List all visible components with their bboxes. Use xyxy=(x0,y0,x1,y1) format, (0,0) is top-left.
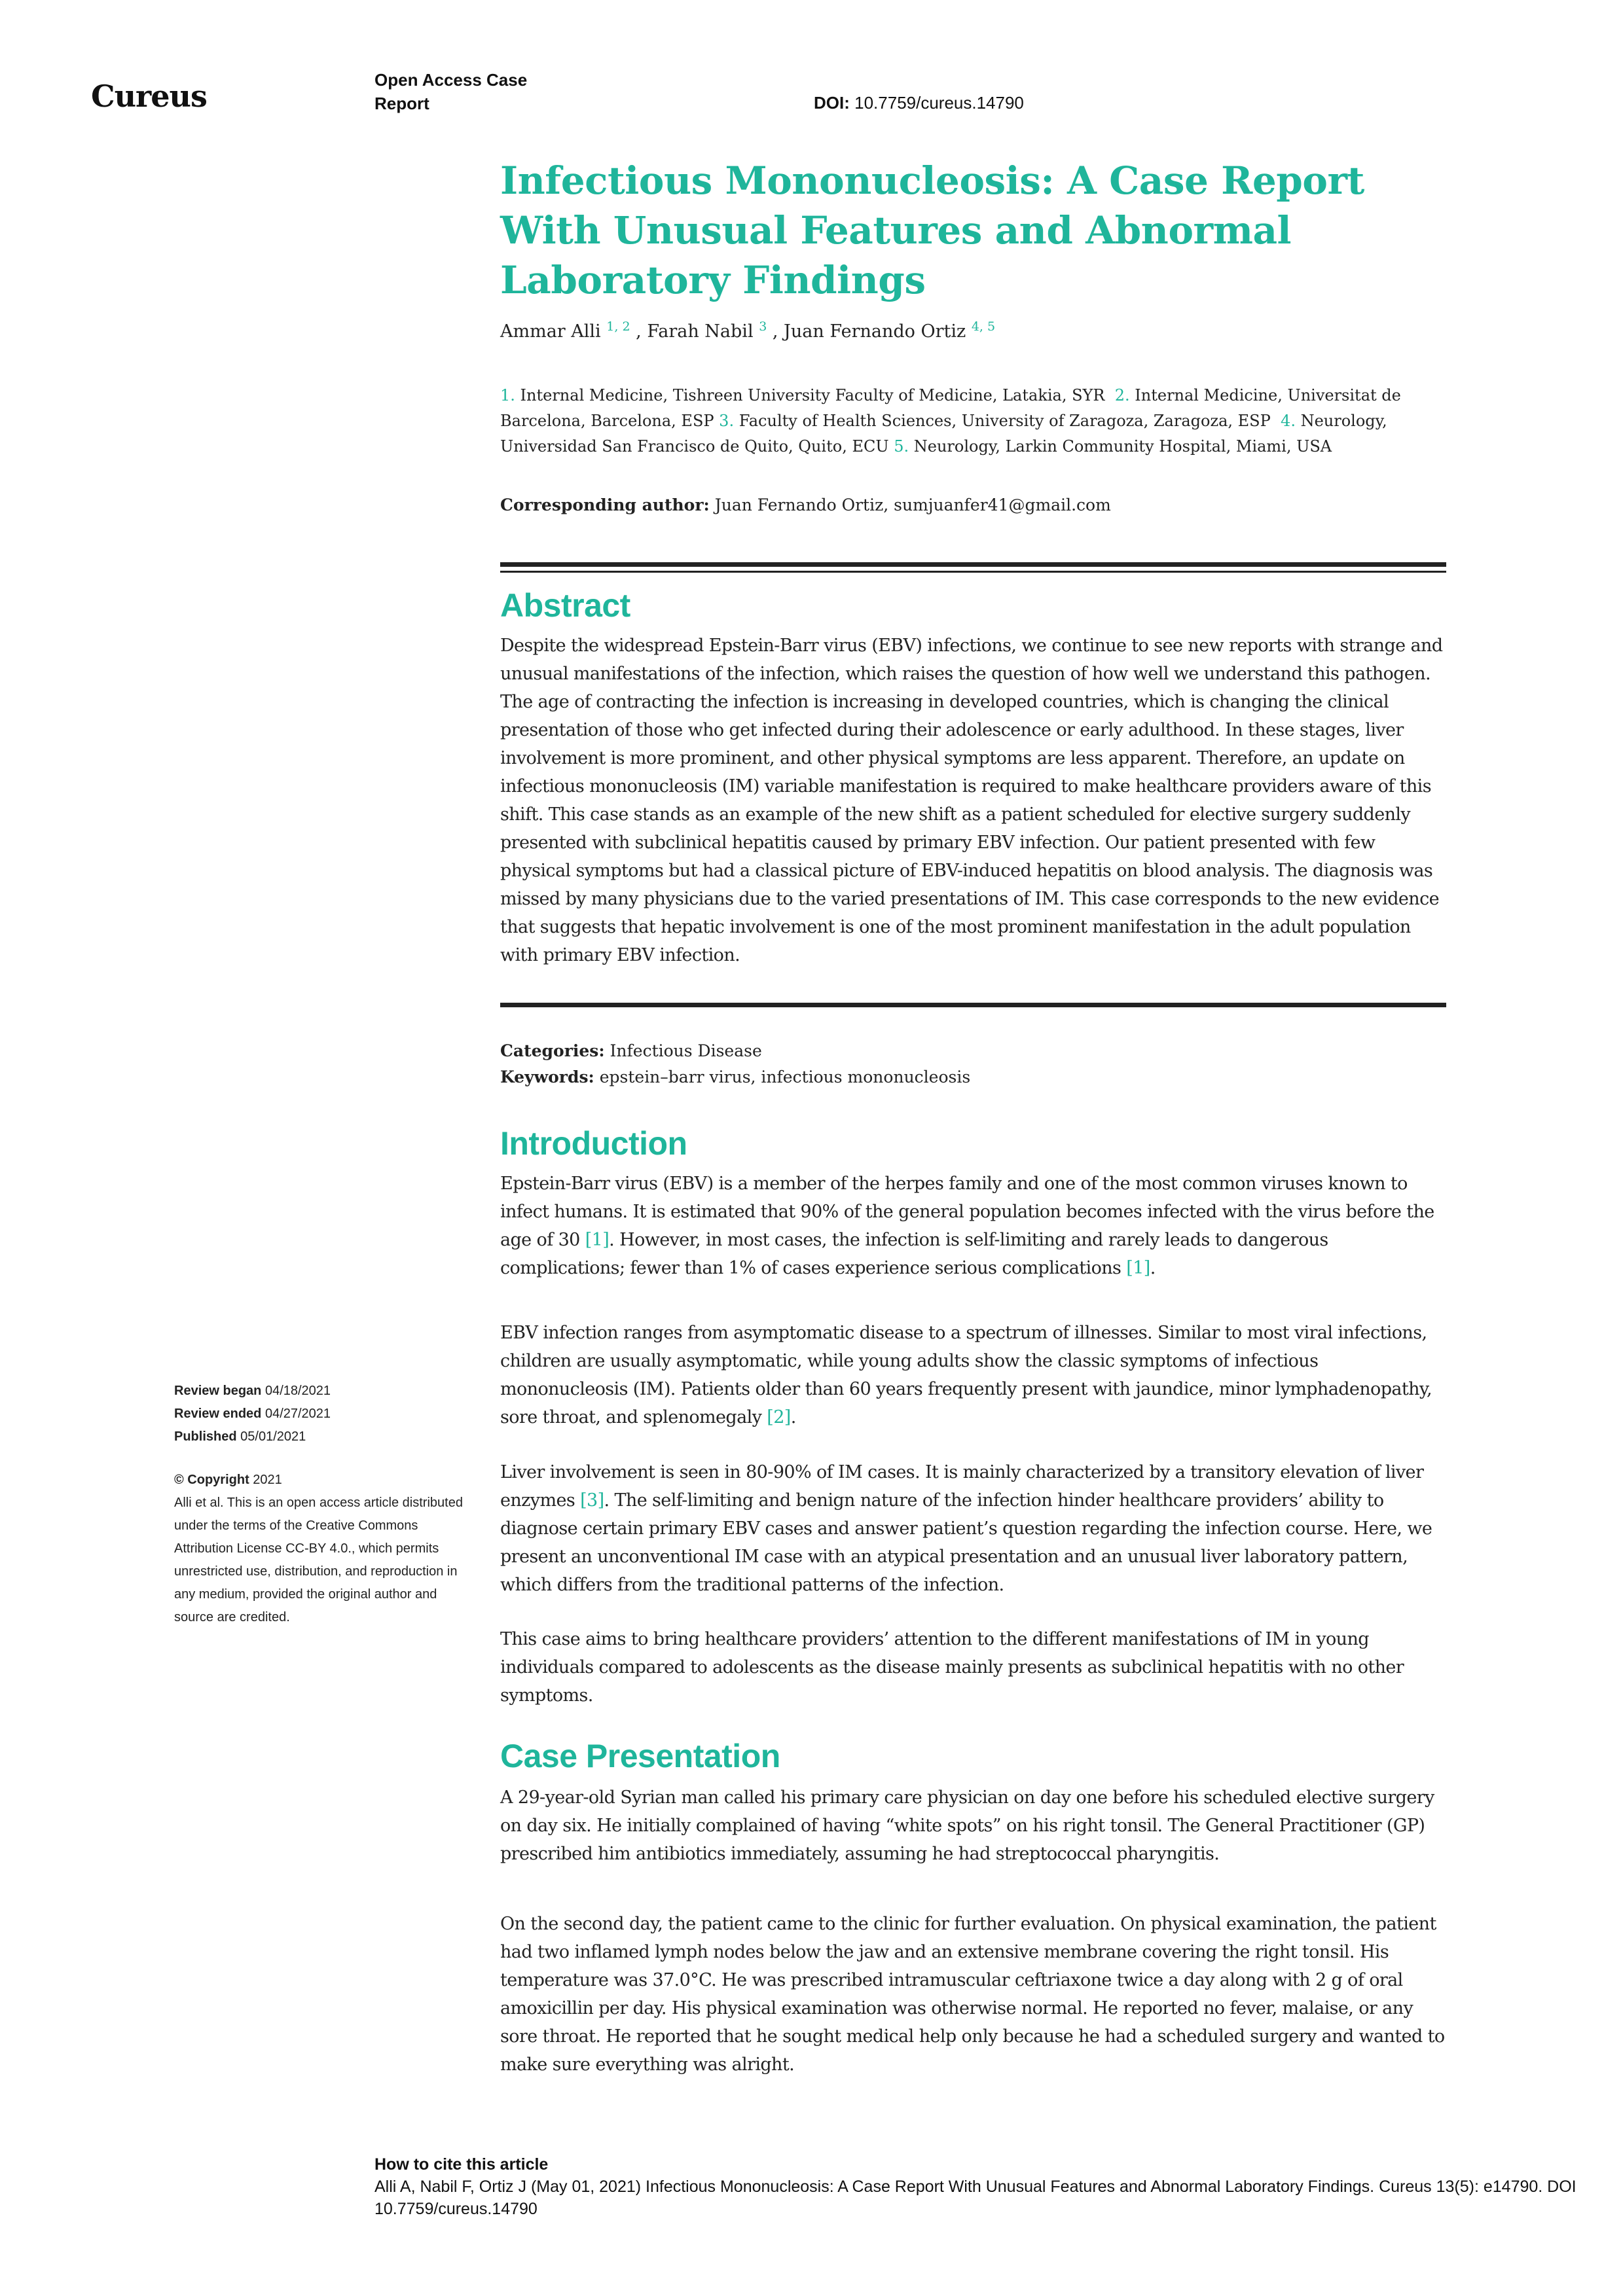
author-name[interactable]: Juan Fernando Ortiz xyxy=(784,321,966,342)
published-label: Published xyxy=(174,1429,237,1444)
introduction-paragraph-2 xyxy=(500,1319,1447,1431)
affiliation-text: Neurology, Larkin Community Hospital, Miami, USA xyxy=(913,437,1332,456)
affiliation-number: 1. xyxy=(500,386,515,404)
divider-thick xyxy=(500,562,1446,567)
published xyxy=(174,1426,475,1448)
author-separator: , xyxy=(772,321,784,342)
reference-link[interactable]: [1] xyxy=(585,1230,610,1250)
review-began-value: 04/18/2021 xyxy=(264,1384,331,1398)
divider-thin xyxy=(500,571,1446,573)
author-separator: , xyxy=(636,321,647,342)
categories-value[interactable]: Infectious Disease xyxy=(610,1041,762,1060)
paragraph-text: Epstein-Barr virus (EBV) is a member of the herpes family and one of the most common viruses known to infect humans. It is estimated that 90% of the general population becomes infected with the virus before the age of 30 xyxy=(500,1174,1434,1250)
author-name[interactable]: Farah Nabil xyxy=(647,321,754,342)
reference-link[interactable]: [1] xyxy=(1126,1258,1150,1278)
abstract-text: Despite the widespread Epstein-Barr virus (EBV) infections, we continue to see new reports with strange and unusual manifestations of the infection, which raises the question of how well we understand this pathogen. The age of contracting the infection is increasing in developed countries, which is changing the clinical presentation of those who get infected during their adolescence or early adulthood. In these stages, liver involvement is more prominent, and other physical symptoms are less apparent. Therefore, an update on infectious mononucleosis (IM) variable manifestation is required to make healthcare providers aware of this shift. This case stands as an example of the new shift as a patient scheduled for elective surgery suddenly presented with subclinical hepatitis caused by primary EBV infection. Our patient presented with few physical symptoms but had a classical picture of EBV-induced hepatitis on blood analysis. The diagnosis was missed by many physicians due to the varied presentations of IM. This case corresponds to the new evidence that suggests that hepatic involvement is one of the most prominent manifestation in the adult population with primary EBV infection. xyxy=(500,636,1443,965)
reference-link[interactable]: [2] xyxy=(767,1407,791,1427)
article-type-line2: Report xyxy=(374,94,429,113)
paragraph-text: EBV infection ranges from asymptomatic disease to a spectrum of illnesses. Similar to most viral infections, children are usually asymptomatic, while young adults show the classic symptoms of infectious mononucleosis (IM). Patients older than 60 years frequently present with jaundice, minor lymphadenopathy, sore throat, and splenomegaly xyxy=(500,1323,1432,1427)
review-ended xyxy=(174,1403,475,1426)
corresponding-author-label: Corresponding author: xyxy=(500,495,710,514)
paragraph-text: . However, in most cases, the infection is self-limiting and rarely leads to dangerous complications; fewer than 1% of cases experience serious complications xyxy=(500,1230,1328,1278)
author-affiliation-ref: 1, 2 xyxy=(606,319,630,334)
corresponding-author-value[interactable]: Juan Fernando Ortiz, sumjuanfer41@gmail.com xyxy=(714,495,1111,514)
categories xyxy=(500,1038,1447,1064)
how-to-cite xyxy=(374,2153,1586,2220)
affiliation-text: Faculty of Health Sciences, University of Zaragoza, Zaragoza, ESP xyxy=(739,412,1271,430)
cureus-logo[interactable]: Cureus xyxy=(91,79,207,114)
introduction-paragraph-1 xyxy=(500,1170,1447,1282)
author-list xyxy=(500,319,1447,342)
paragraph-text: . xyxy=(1150,1258,1156,1278)
divider-thick xyxy=(500,1003,1446,1007)
article-type xyxy=(374,68,571,115)
copyright xyxy=(174,1469,475,1492)
author-affiliation-ref: 4, 5 xyxy=(971,319,996,334)
cite-text: Alli A, Nabil F, Ortiz J (May 01, 2021) Infectious Mononucleosis: A Case Report With Unusual Features and Abnormal Laboratory Findings. Cureus 13(5): e14790. DOI 10.7759/cureus.14790 xyxy=(374,2178,1577,2218)
review-ended-value: 04/27/2021 xyxy=(264,1407,331,1421)
keywords-value: epstein–barr virus, infectious mononucleosis xyxy=(599,1067,971,1086)
affiliations xyxy=(500,383,1447,459)
copyright-block xyxy=(174,1469,475,1629)
copyright-label: © Copyright xyxy=(174,1473,249,1487)
introduction-paragraph-3 xyxy=(500,1458,1447,1599)
categories-keywords xyxy=(500,1038,1447,1090)
affiliation-number: 3. xyxy=(719,412,735,430)
doi-label: DOI: xyxy=(814,93,850,113)
article-type-line1: Open Access Case xyxy=(374,70,528,90)
review-began-label: Review began xyxy=(174,1384,262,1398)
affiliation-text: Internal Medicine, Universitat de Barcelona, Barcelona, ESP xyxy=(500,386,1401,430)
affiliation-number: 4. xyxy=(1281,412,1296,430)
doi-link[interactable]: 10.7759/cureus.14790 xyxy=(854,93,1024,113)
review-ended-label: Review ended xyxy=(174,1407,262,1421)
corresponding-author xyxy=(500,495,1447,514)
abstract-heading: Abstract xyxy=(500,587,630,624)
author-name[interactable]: Ammar Alli xyxy=(500,321,601,342)
case-presentation-paragraph-1: A 29-year-old Syrian man called his primary care physician on day one before his scheduled elective surgery on day six. He initially complained of having “white spots” on his right tonsil. The General Practitioner (GP) prescribed him antibiotics immediately, assuming he had streptococcal pharyngitis. xyxy=(500,1787,1434,1864)
author-affiliation-ref: 3 xyxy=(759,319,767,334)
affiliation-number: 2. xyxy=(1114,386,1130,404)
introduction-heading: Introduction xyxy=(500,1125,687,1162)
published-value: 05/01/2021 xyxy=(240,1429,306,1444)
case-presentation-paragraph-2: On the second day, the patient came to the clinic for further evaluation. On physical examination, the patient had two inflamed lymph nodes below the jaw and an extensive membrane covering the right tonsil. His temperature was 37.0°C. He was prescribed intramuscular ceftriaxone twice a day along with 2 g of oral amoxicillin per day. His physical examination was otherwise normal. He reported no fever, malaise, or any sore throat. He reported that he sought medical help only because he had a scheduled surgery and wanted to make sure everything was alright. xyxy=(500,1914,1445,2075)
affiliation-number: 5. xyxy=(894,437,909,456)
paragraph-text: Liver involvement is seen in 80-90% of IM cases. It is mainly characterized by a transitory elevation of liver enzymes xyxy=(500,1462,1424,1511)
case-presentation-heading: Case Presentation xyxy=(500,1738,780,1774)
introduction-paragraph-4: This case aims to bring healthcare providers’ attention to the different manifestations of IM in young individuals compared to adolescents as the disease mainly presents as subclinical hepatitis with no other symptoms. xyxy=(500,1629,1404,1706)
categories-label: Categories: xyxy=(500,1041,605,1060)
paragraph-text: . The self-limiting and benign nature of the infection hinder healthcare providers’ ability to diagnose certain primary EBV cases and answer patient’s question regarding the infection course. Here, we present an unconventional IM case with an atypical presentation and an unusual liver laboratory pattern, which differs from the traditional patterns of the infection. xyxy=(500,1490,1432,1595)
review-began xyxy=(174,1380,475,1403)
reference-link[interactable]: [3] xyxy=(580,1490,604,1511)
paragraph-text: . xyxy=(790,1407,796,1427)
doi xyxy=(814,93,1024,113)
cite-heading: How to cite this article xyxy=(374,2155,549,2174)
affiliation-text: Neurology, Universidad San Francisco de Quito, Quito, ECU xyxy=(500,412,1387,456)
keywords xyxy=(500,1064,1447,1090)
keywords-label: Keywords: xyxy=(500,1067,594,1086)
license-text: Alli et al. This is an open access article distributed under the terms of the Creative Commons Attribution License CC-BY 4.0., which permits unrestricted use, distribution, and reproduction in any medium, provided the original author and source are credited. xyxy=(174,1496,463,1624)
copyright-year: 2021 xyxy=(253,1473,282,1487)
article-title: Infectious Mononucleosis: A Case Report With Unusual Features and Abnormal Laboratory Findings xyxy=(500,158,1364,302)
review-dates xyxy=(174,1380,475,1448)
affiliation-text: Internal Medicine, Tishreen University Faculty of Medicine, Latakia, SYR xyxy=(520,386,1105,404)
